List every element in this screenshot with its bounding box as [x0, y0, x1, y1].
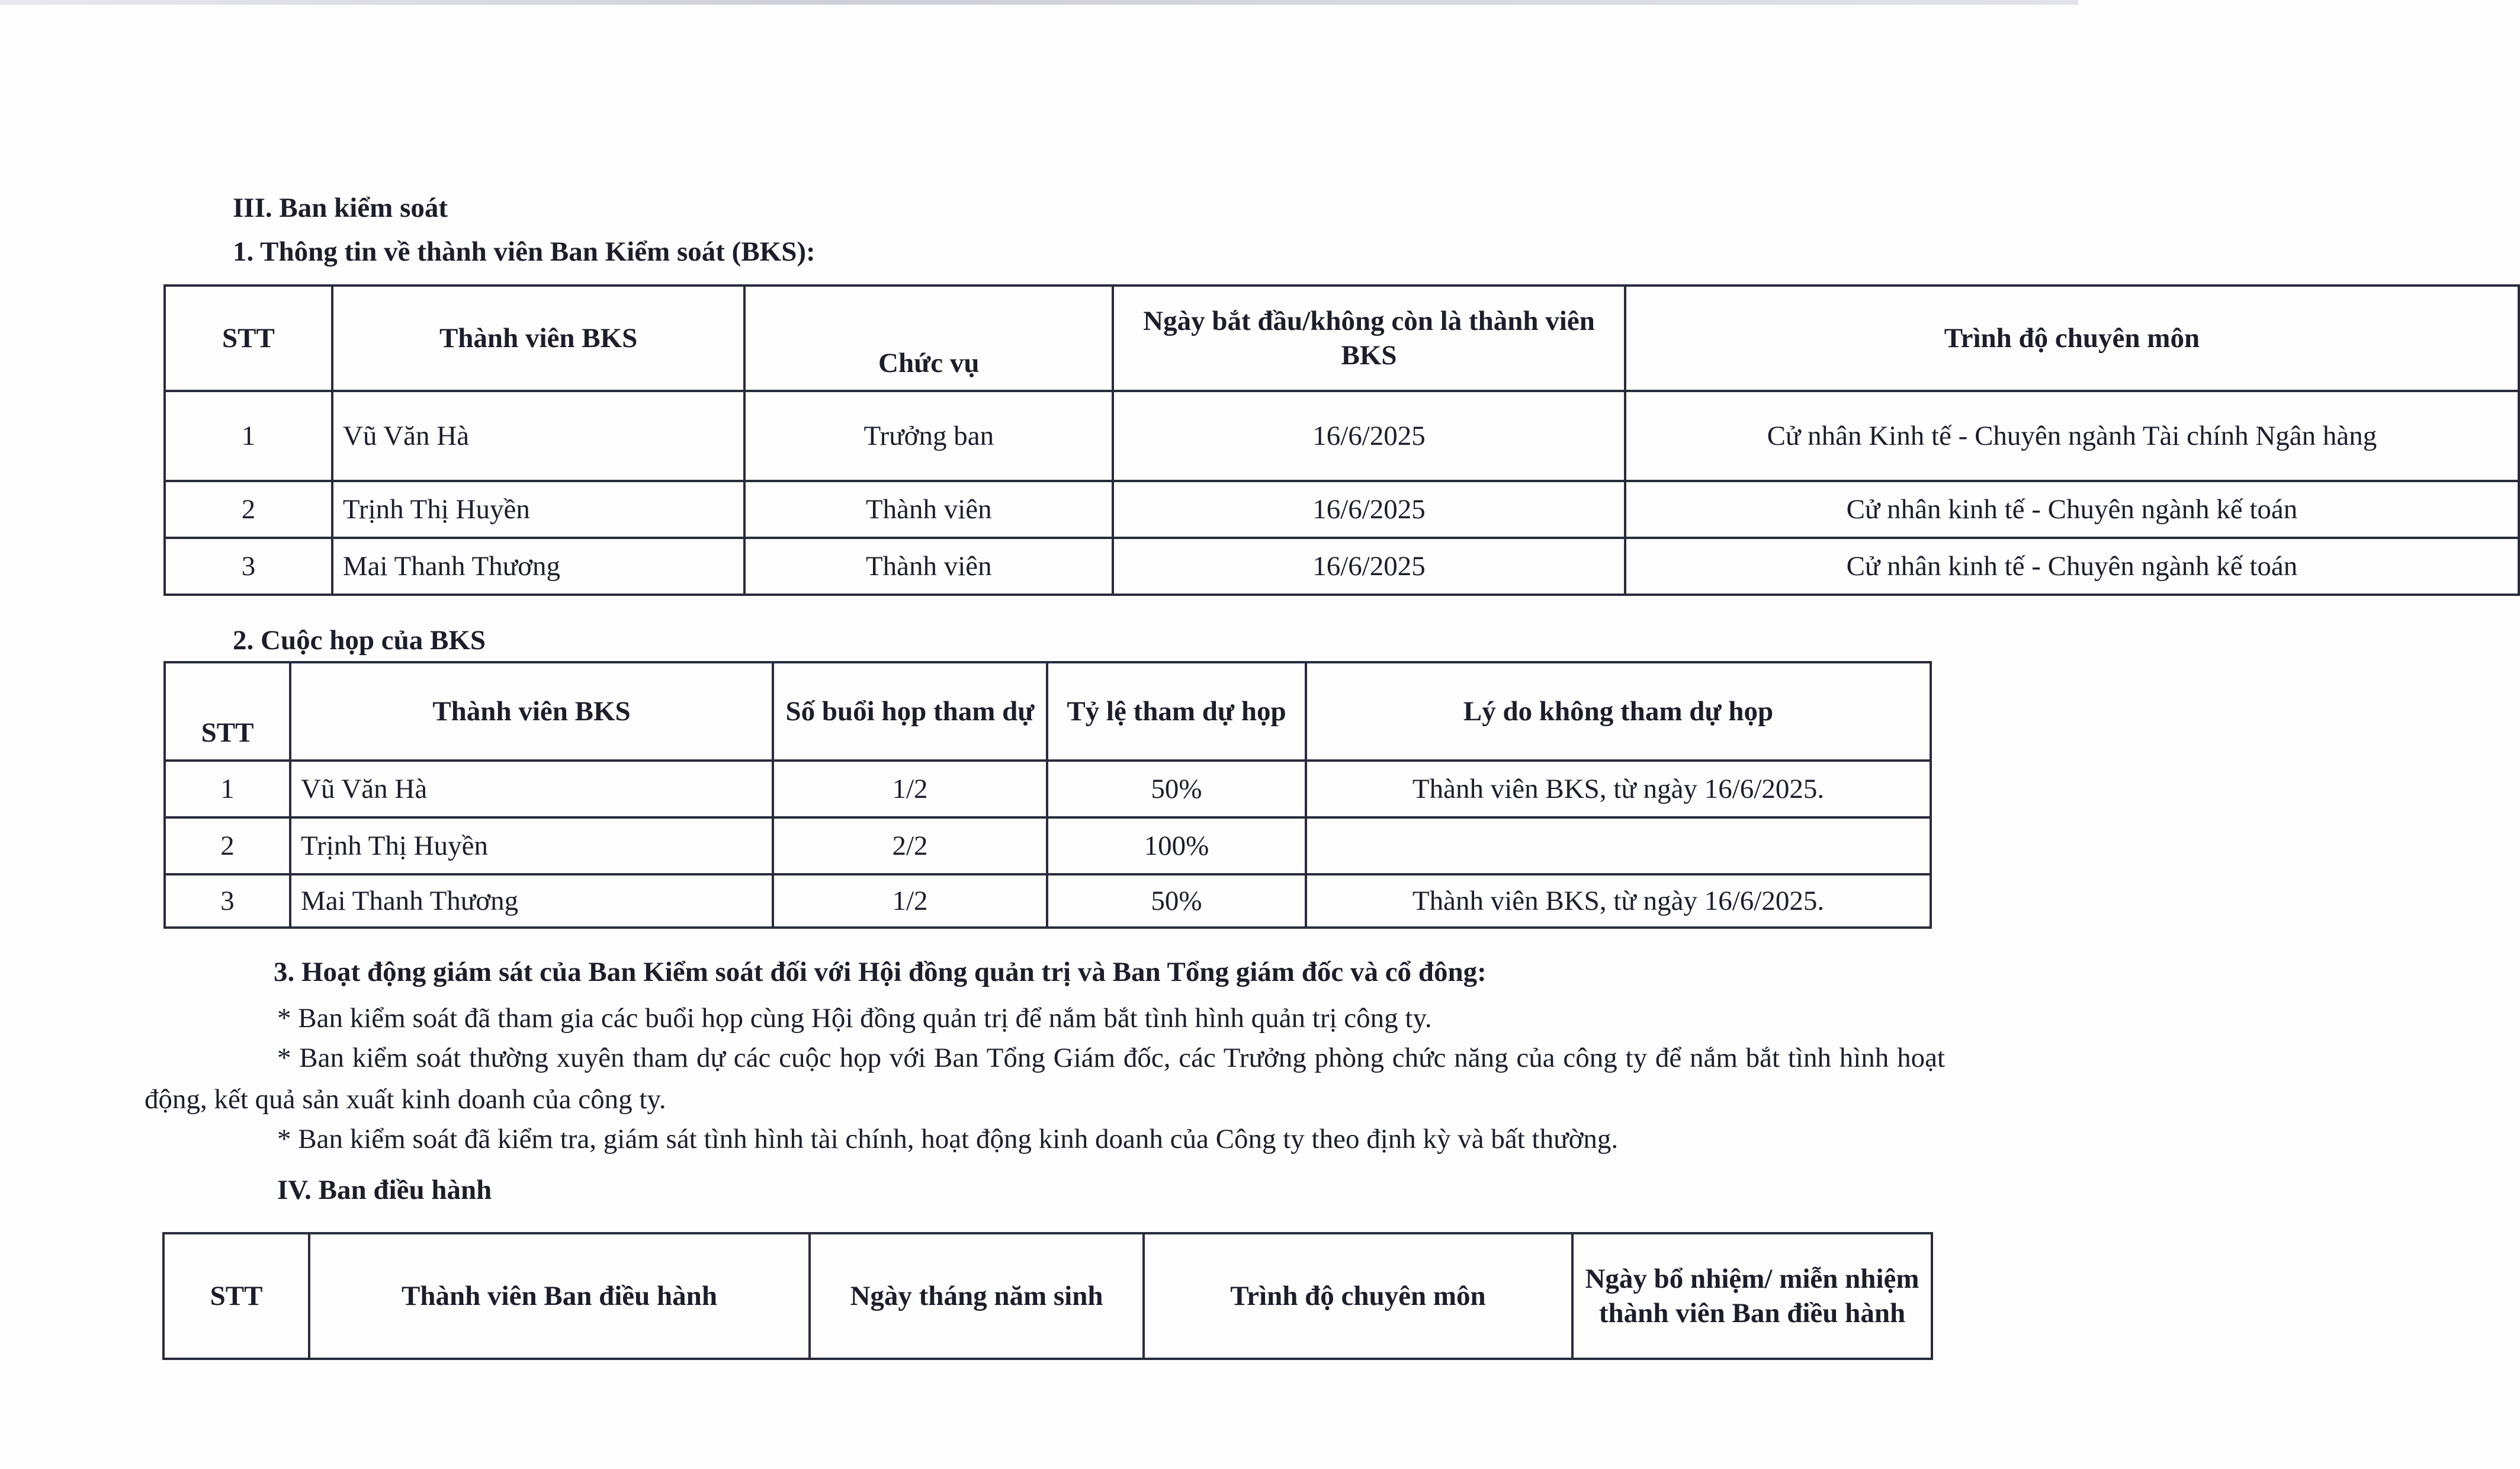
- cell-reason: [1306, 817, 1931, 874]
- table-row: [165, 391, 2519, 481]
- cell-member: Vũ Văn Hà: [290, 761, 773, 817]
- cell-member: Mai Thanh Thương: [332, 538, 745, 595]
- header-stt: STT: [163, 1233, 309, 1359]
- table-row: [165, 761, 1931, 817]
- table-header-row: [165, 286, 2519, 391]
- bullet-paragraph-1: * Ban kiểm soát đã tham gia các buổi họp cùng Hội đồng quản trị để nắm bắt tình hình quản trị công ty.: [277, 1003, 1432, 1034]
- header-qualification: Trình độ chuyên môn: [1144, 1233, 1572, 1359]
- cell-date: 16/6/2025: [1113, 538, 1625, 595]
- table-row: [165, 874, 1931, 928]
- bullet-paragraph-2: * Ban kiểm soát thường xuyên tham dự các cuộc họp với Ban Tổng Giám đốc, các Trưởng phòng chức năng của công ty để nắm bắt tình hình hoạt động, kết quả sản xuất kinh doanh của công ty.: [145, 1043, 1945, 1115]
- subsection-3-heading: 3. Hoạt động giám sát của Ban Kiểm soát đối với Hội đồng quản trị và Ban Tổng giám đốc và cổ đông:: [274, 957, 1487, 987]
- header-member: Thành viên BKS: [290, 662, 773, 761]
- header-qualification: Trình độ chuyên môn: [1625, 286, 2519, 391]
- section-iv-heading: IV. Ban điều hành: [277, 1175, 492, 1205]
- cell-sessions: 2/2: [773, 817, 1047, 874]
- cell-position: Thành viên: [744, 538, 1113, 595]
- header-start-date: Ngày bắt đầu/không còn là thành viên BKS: [1113, 286, 1625, 391]
- header-stt: STT: [165, 662, 290, 761]
- header-attendance-rate: Tỷ lệ tham dự họp: [1047, 662, 1306, 761]
- cell-sessions: 1/2: [773, 874, 1047, 928]
- table-header-row: [165, 662, 1931, 761]
- cell-sessions: 1/2: [773, 761, 1047, 817]
- scan-edge: [0, 0, 2078, 5]
- header-birth-date: Ngày tháng năm sinh: [810, 1233, 1144, 1359]
- cell-qualification: Cử nhân kinh tế - Chuyên ngành kế toán: [1625, 481, 2519, 538]
- cell-rate: 50%: [1047, 761, 1306, 817]
- cell-reason: Thành viên BKS, từ ngày 16/6/2025.: [1306, 761, 1931, 817]
- cell-date: 16/6/2025: [1113, 391, 1625, 481]
- cell-stt: 3: [165, 538, 332, 595]
- cell-position: Thành viên: [744, 481, 1113, 538]
- header-absence-reason: Lý do không tham dự họp: [1306, 662, 1931, 761]
- header-appointment-date: Ngày bổ nhiệm/ miễn nhiệm thành viên Ban điều hành: [1572, 1233, 1932, 1359]
- cell-member: Trịnh Thị Huyền: [332, 481, 745, 538]
- header-member: Thành viên Ban điều hành: [309, 1233, 810, 1359]
- header-stt: STT: [165, 286, 332, 391]
- cell-stt: 2: [165, 817, 290, 874]
- cell-qualification: Cử nhân kinh tế - Chuyên ngành kế toán: [1625, 538, 2519, 595]
- cell-stt: 2: [165, 481, 332, 538]
- header-member: Thành viên BKS: [332, 286, 745, 391]
- bks-members-table: [163, 284, 2520, 596]
- header-sessions: Số buổi họp tham dự: [773, 662, 1047, 761]
- cell-stt: 1: [165, 761, 290, 817]
- cell-member: Trịnh Thị Huyền: [290, 817, 773, 874]
- cell-member: Mai Thanh Thương: [290, 874, 773, 928]
- subsection-2-heading: 2. Cuộc họp của BKS: [233, 625, 486, 656]
- cell-position: Trưởng ban: [744, 391, 1113, 481]
- cell-qualification: Cử nhân Kinh tế - Chuyên ngành Tài chính Ngân hàng: [1625, 391, 2519, 481]
- cell-member: Vũ Văn Hà: [332, 391, 745, 481]
- management-board-table: [162, 1232, 1933, 1360]
- bks-meetings-table: [163, 661, 1932, 929]
- bullet-paragraph-3: * Ban kiểm soát đã kiểm tra, giám sát tình hình tài chính, hoạt động kinh doanh của Công ty theo định kỳ và bất thường.: [277, 1124, 1619, 1154]
- section-iii-heading: III. Ban kiểm soát: [233, 193, 448, 223]
- table-row: [165, 481, 2519, 538]
- table-row: [165, 817, 1931, 874]
- table-row: [165, 538, 2519, 595]
- header-position: Chức vụ: [744, 286, 1113, 391]
- cell-rate: 100%: [1047, 817, 1306, 874]
- cell-stt: 3: [165, 874, 290, 928]
- cell-stt: 1: [165, 391, 332, 481]
- cell-reason: Thành viên BKS, từ ngày 16/6/2025.: [1306, 874, 1931, 928]
- subsection-1-heading: 1. Thông tin về thành viên Ban Kiểm soát (BKS):: [233, 236, 816, 267]
- table-header-row: [163, 1233, 1932, 1359]
- cell-rate: 50%: [1047, 874, 1306, 928]
- cell-date: 16/6/2025: [1113, 481, 1625, 538]
